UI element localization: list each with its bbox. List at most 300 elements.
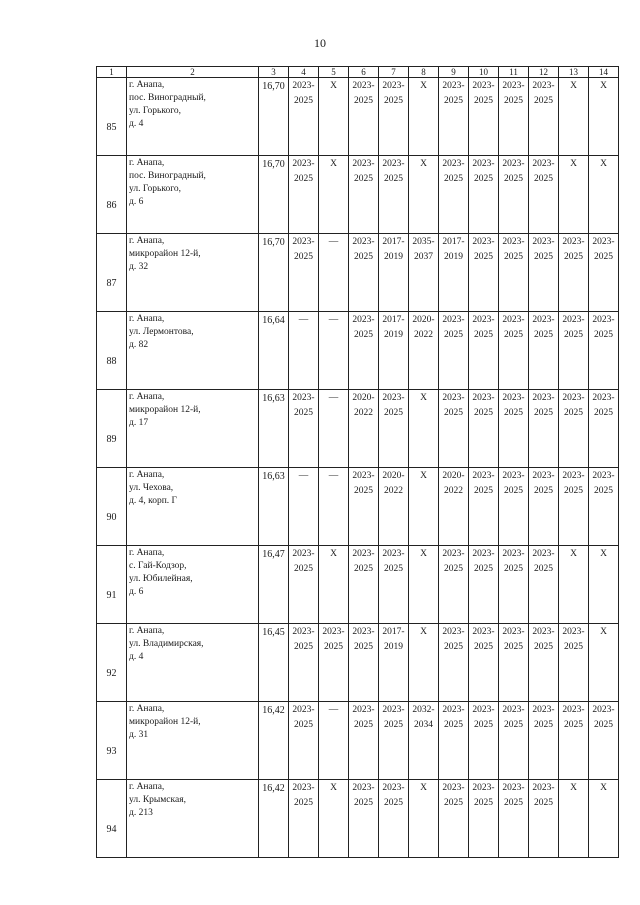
period-line: 2025 — [504, 642, 523, 652]
address-line: д. 4 — [129, 119, 144, 129]
period-line: 2025 — [504, 486, 523, 496]
table-row — [97, 312, 619, 390]
period-cell-col-6 — [349, 312, 379, 390]
period-cell-col-5 — [319, 390, 349, 468]
area-cell: 16,70 — [259, 234, 289, 312]
period-line: 2023- — [442, 81, 465, 91]
address-cell — [127, 312, 259, 390]
period-cell-col-12 — [529, 702, 559, 780]
period-line: 2025 — [384, 174, 403, 184]
period-line: 2023- — [472, 471, 495, 481]
period-cell-col-7 — [379, 312, 409, 390]
period-cell-col-14 — [589, 234, 619, 312]
period-cell-col-13 — [559, 702, 589, 780]
period-cell-col-12 — [529, 156, 559, 234]
period-line: 2025 — [474, 720, 493, 730]
period-line: 2023- — [562, 705, 585, 715]
period-cell-col-5 — [319, 156, 349, 234]
period-line: 2017- — [442, 237, 465, 247]
period-cell-col-8 — [409, 546, 439, 624]
period-cell-col-13 — [559, 468, 589, 546]
period-cell-col-13 — [559, 390, 589, 468]
period-cell-col-10 — [469, 156, 499, 234]
period-cell-col-14 — [589, 468, 619, 546]
address-line: микрорайон 12-й, — [129, 717, 201, 727]
area-cell: 16,42 — [259, 702, 289, 780]
register-table — [96, 66, 619, 858]
period-line: 2035- — [412, 237, 435, 247]
row-number — [97, 702, 127, 780]
period-line: 2025 — [564, 408, 583, 418]
period-line: 2025 — [354, 720, 373, 730]
period-cell-col-8 — [409, 234, 439, 312]
period-cell-col-14 — [589, 624, 619, 702]
period-line: 2025 — [294, 174, 313, 184]
period-cell-col-13 — [559, 78, 589, 156]
period-line: 2025 — [474, 96, 493, 106]
address-line: г. Анапа, — [129, 626, 165, 636]
period-line: 2023- — [532, 783, 555, 793]
row-number — [97, 468, 127, 546]
period-line: 2023- — [442, 315, 465, 325]
period-line: 2023- — [502, 237, 525, 247]
period-cell-col-7 — [379, 78, 409, 156]
period-line: 2023- — [292, 159, 315, 169]
period-cell-col-12 — [529, 312, 559, 390]
period-line: 2025 — [294, 798, 313, 808]
period-line: 2022 — [444, 486, 463, 496]
period-line: 2025 — [564, 330, 583, 340]
address-cell — [127, 234, 259, 312]
address-line: пос. Виноградный, — [129, 93, 206, 103]
period-line: 2025 — [354, 252, 373, 262]
period-cell-col-9 — [439, 156, 469, 234]
address-line: с. Гай-Кодзор, — [129, 561, 187, 571]
period-line: 2023- — [442, 393, 465, 403]
period-cell-col-13 — [559, 624, 589, 702]
period-cell-col-7 — [379, 390, 409, 468]
address-line: г. Анапа, — [129, 392, 165, 402]
period-cell-col-7 — [379, 702, 409, 780]
period-line: 2023- — [592, 237, 615, 247]
period-line: 2025 — [444, 330, 463, 340]
address-line: ул. Чехова, — [129, 483, 174, 493]
address-line: микрорайон 12-й, — [129, 249, 201, 259]
period-line: 2025 — [564, 486, 583, 496]
period-line: 2023- — [472, 549, 495, 559]
period-cell-col-10 — [469, 390, 499, 468]
column-header-1: 1 — [97, 67, 127, 78]
period-line: Х — [420, 159, 427, 169]
period-line: 2025 — [474, 798, 493, 808]
period-cell-col-8 — [409, 390, 439, 468]
period-line: Х — [420, 471, 427, 481]
period-cell-col-6 — [349, 546, 379, 624]
period-line: 2025 — [474, 330, 493, 340]
period-cell-col-5 — [319, 468, 349, 546]
period-line: 2023- — [352, 237, 375, 247]
column-header-8: 8 — [409, 67, 439, 78]
period-line: 2025 — [354, 564, 373, 574]
period-line: 2023- — [502, 705, 525, 715]
period-cell-col-13 — [559, 234, 589, 312]
period-cell-col-13 — [559, 546, 589, 624]
period-line: 2025 — [354, 642, 373, 652]
table-row — [97, 702, 619, 780]
period-line: 2023- — [502, 81, 525, 91]
period-line: 2023- — [532, 627, 555, 637]
period-line: 2023- — [382, 549, 405, 559]
address-line: г. Анапа, — [129, 548, 165, 558]
period-cell-col-9 — [439, 234, 469, 312]
address-cell — [127, 156, 259, 234]
period-line: 2025 — [534, 330, 553, 340]
period-line: 2023- — [472, 237, 495, 247]
period-cell-col-6 — [349, 702, 379, 780]
period-cell-col-6 — [349, 78, 379, 156]
period-cell-col-10 — [469, 702, 499, 780]
period-cell-col-14 — [589, 780, 619, 858]
period-cell-col-12 — [529, 546, 559, 624]
period-line: 2023- — [442, 627, 465, 637]
period-cell-col-7 — [379, 546, 409, 624]
period-line: 2025 — [444, 642, 463, 652]
period-line: 2025 — [354, 174, 373, 184]
period-cell-col-10 — [469, 624, 499, 702]
period-line: 2025 — [504, 798, 523, 808]
period-line: 2025 — [504, 252, 523, 262]
period-cell-col-7 — [379, 468, 409, 546]
address-line: г. Анапа, — [129, 704, 165, 714]
area-cell: 16,42 — [259, 780, 289, 858]
period-cell-col-4 — [289, 312, 319, 390]
address-line: пос. Виноградный, — [129, 171, 206, 181]
area-cell: 16,47 — [259, 546, 289, 624]
period-line: 2023- — [292, 705, 315, 715]
period-cell-col-9 — [439, 468, 469, 546]
period-line: 2037 — [414, 252, 433, 262]
period-cell-col-11 — [499, 468, 529, 546]
period-cell-col-8 — [409, 312, 439, 390]
address-line: г. Анапа, — [129, 80, 165, 90]
period-line: 2020- — [352, 393, 375, 403]
period-line: 2023- — [442, 705, 465, 715]
period-line: 2025 — [354, 486, 373, 496]
address-line: д. 6 — [129, 587, 144, 597]
period-line: 2025 — [444, 96, 463, 106]
period-cell-col-12 — [529, 390, 559, 468]
period-line: 2023- — [502, 393, 525, 403]
period-cell-col-11 — [499, 780, 529, 858]
period-line: 2025 — [354, 330, 373, 340]
period-cell-col-7 — [379, 624, 409, 702]
period-line: 2023- — [562, 471, 585, 481]
period-line: 2023- — [592, 315, 615, 325]
period-cell-col-11 — [499, 390, 529, 468]
period-cell-col-8 — [409, 780, 439, 858]
period-cell-col-10 — [469, 234, 499, 312]
period-line: 2017- — [382, 315, 405, 325]
address-cell — [127, 780, 259, 858]
area-cell: 16,70 — [259, 156, 289, 234]
page-number: 10 — [314, 36, 326, 50]
column-header-6: 6 — [349, 67, 379, 78]
period-line: 2020- — [412, 315, 435, 325]
period-cell-col-8 — [409, 702, 439, 780]
period-line: 2025 — [504, 174, 523, 184]
period-cell-col-7 — [379, 156, 409, 234]
row-number-text: 85 — [106, 122, 117, 133]
period-line: 2025 — [534, 798, 553, 808]
period-line: 2019 — [444, 252, 463, 262]
period-line: 2023- — [352, 315, 375, 325]
column-header-10: 10 — [469, 67, 499, 78]
period-line: 2023- — [502, 627, 525, 637]
address-line: д. 4 — [129, 652, 144, 662]
period-line: 2025 — [294, 96, 313, 106]
table-row — [97, 234, 619, 312]
period-line: 2023- — [502, 315, 525, 325]
period-line: 2023- — [292, 393, 315, 403]
period-cell-col-7 — [379, 780, 409, 858]
period-line: 2034 — [414, 720, 433, 730]
address-line: г. Анапа, — [129, 158, 165, 168]
row-number — [97, 546, 127, 624]
period-cell-col-12 — [529, 780, 559, 858]
period-cell-col-6 — [349, 468, 379, 546]
period-cell-col-4 — [289, 156, 319, 234]
period-cell-col-4 — [289, 390, 319, 468]
period-cell-col-6 — [349, 780, 379, 858]
row-number — [97, 390, 127, 468]
period-line: 2025 — [444, 798, 463, 808]
period-cell-col-11 — [499, 624, 529, 702]
period-line: 2023- — [382, 705, 405, 715]
period-line: 2023- — [352, 159, 375, 169]
period-line: Х — [570, 549, 577, 559]
period-line: 2023- — [352, 81, 375, 91]
period-cell-col-9 — [439, 312, 469, 390]
column-header-4: 4 — [289, 67, 319, 78]
row-number-text: 91 — [106, 590, 117, 601]
period-line: 2023- — [592, 471, 615, 481]
row-number-text: 87 — [106, 278, 117, 289]
period-cell-col-14 — [589, 546, 619, 624]
period-line: 2025 — [384, 798, 403, 808]
table-row — [97, 78, 619, 156]
period-line: 2025 — [504, 96, 523, 106]
period-cell-col-11 — [499, 546, 529, 624]
period-line: 2025 — [504, 720, 523, 730]
row-number-text: 88 — [106, 356, 117, 367]
period-line: 2023- — [322, 627, 345, 637]
area-cell: 16,70 — [259, 78, 289, 156]
period-cell-col-11 — [499, 78, 529, 156]
period-line: 2019 — [384, 642, 403, 652]
period-line: 2023- — [562, 393, 585, 403]
period-cell-col-4 — [289, 234, 319, 312]
address-line: ул. Юбилейная, — [129, 574, 193, 584]
period-line: Х — [600, 783, 607, 793]
period-line: 2023- — [562, 315, 585, 325]
period-line: 2025 — [564, 720, 583, 730]
address-line: д. 31 — [129, 730, 149, 740]
period-cell-col-4 — [289, 624, 319, 702]
period-cell-col-11 — [499, 234, 529, 312]
address-line: ул. Владимирская, — [129, 639, 204, 649]
period-cell-col-13 — [559, 780, 589, 858]
period-cell-col-12 — [529, 624, 559, 702]
row-number — [97, 624, 127, 702]
address-line: г. Анапа, — [129, 470, 165, 480]
row-number — [97, 156, 127, 234]
period-cell-col-9 — [439, 702, 469, 780]
period-line: 2025 — [354, 96, 373, 106]
period-line: 2023- — [352, 627, 375, 637]
period-cell-col-4 — [289, 780, 319, 858]
row-number-text: 94 — [106, 824, 117, 835]
period-line: 2023- — [472, 393, 495, 403]
header-row — [97, 67, 619, 78]
period-line: 2023- — [352, 471, 375, 481]
address-line: ул. Горького, — [129, 106, 181, 116]
period-line: 2032- — [412, 705, 435, 715]
period-line: 2025 — [444, 720, 463, 730]
period-cell-col-5 — [319, 624, 349, 702]
period-line: 2025 — [594, 252, 613, 262]
period-cell-col-5 — [319, 78, 349, 156]
period-line: Х — [570, 81, 577, 91]
period-line: 2023- — [592, 393, 615, 403]
period-line: Х — [600, 549, 607, 559]
row-number-text: 86 — [106, 200, 117, 211]
period-line: 2025 — [294, 564, 313, 574]
period-line: 2025 — [564, 252, 583, 262]
period-cell-col-10 — [469, 78, 499, 156]
period-line: 2023- — [352, 783, 375, 793]
period-line: — — [298, 315, 309, 325]
period-line: Х — [330, 81, 337, 91]
address-cell — [127, 390, 259, 468]
period-cell-col-8 — [409, 78, 439, 156]
period-line: 2025 — [474, 486, 493, 496]
period-line: 2023- — [502, 783, 525, 793]
row-number — [97, 312, 127, 390]
period-cell-col-4 — [289, 702, 319, 780]
period-line: 2023- — [292, 627, 315, 637]
table-body — [97, 67, 619, 858]
period-line: Х — [420, 783, 427, 793]
period-line: 2023- — [382, 393, 405, 403]
period-cell-col-6 — [349, 624, 379, 702]
period-line: 2023- — [382, 159, 405, 169]
row-number — [97, 234, 127, 312]
period-line: 2022 — [354, 408, 373, 418]
period-line: 2025 — [594, 408, 613, 418]
period-cell-col-5 — [319, 234, 349, 312]
address-line: г. Анапа, — [129, 782, 165, 792]
period-cell-col-14 — [589, 78, 619, 156]
period-cell-col-6 — [349, 390, 379, 468]
period-line: 2019 — [384, 252, 403, 262]
period-line: 2023- — [472, 783, 495, 793]
period-cell-col-11 — [499, 702, 529, 780]
period-line: 2025 — [384, 564, 403, 574]
period-line: 2025 — [474, 174, 493, 184]
address-line: д. 32 — [129, 262, 149, 272]
row-number — [97, 78, 127, 156]
row-number-text: 90 — [106, 512, 117, 523]
period-cell-col-4 — [289, 468, 319, 546]
period-line: 2023- — [292, 783, 315, 793]
column-header-12: 12 — [529, 67, 559, 78]
period-line: 2023- — [352, 705, 375, 715]
period-cell-col-4 — [289, 78, 319, 156]
period-line: Х — [420, 81, 427, 91]
period-line: 2023- — [532, 81, 555, 91]
address-line: ул. Горького, — [129, 184, 181, 194]
period-line: Х — [330, 783, 337, 793]
period-line: 2017- — [382, 237, 405, 247]
period-line: 2025 — [444, 174, 463, 184]
period-line: 2025 — [294, 252, 313, 262]
period-cell-col-5 — [319, 312, 349, 390]
period-line: 2025 — [384, 720, 403, 730]
period-line: 2025 — [474, 252, 493, 262]
period-line: 2025 — [594, 330, 613, 340]
table-row — [97, 156, 619, 234]
period-line: — — [298, 471, 309, 481]
area-cell: 16,63 — [259, 390, 289, 468]
period-line: Х — [330, 159, 337, 169]
period-line: 2023- — [532, 393, 555, 403]
period-line: 2023- — [592, 705, 615, 715]
period-line: Х — [420, 549, 427, 559]
address-line: д. 213 — [129, 808, 153, 818]
period-line: 2023- — [472, 627, 495, 637]
column-header-5: 5 — [319, 67, 349, 78]
period-line: 2025 — [474, 564, 493, 574]
period-cell-col-14 — [589, 156, 619, 234]
period-cell-col-10 — [469, 312, 499, 390]
table-row — [97, 390, 619, 468]
period-line: 2025 — [534, 174, 553, 184]
period-line: 2025 — [534, 252, 553, 262]
period-line: 2025 — [534, 408, 553, 418]
period-cell-col-11 — [499, 156, 529, 234]
address-cell — [127, 78, 259, 156]
period-line: 2025 — [504, 408, 523, 418]
period-cell-col-4 — [289, 546, 319, 624]
period-cell-col-7 — [379, 234, 409, 312]
period-cell-col-6 — [349, 156, 379, 234]
column-header-9: 9 — [439, 67, 469, 78]
period-line: 2023- — [472, 159, 495, 169]
period-line: 2023- — [502, 549, 525, 559]
period-line: 2025 — [534, 564, 553, 574]
address-cell — [127, 468, 259, 546]
period-line: 2025 — [534, 96, 553, 106]
period-cell-col-8 — [409, 624, 439, 702]
period-line: 2025 — [534, 642, 553, 652]
period-cell-col-12 — [529, 234, 559, 312]
period-line: 2023- — [442, 549, 465, 559]
period-cell-col-6 — [349, 234, 379, 312]
area-cell: 16,63 — [259, 468, 289, 546]
period-cell-col-10 — [469, 780, 499, 858]
period-line: 2025 — [354, 798, 373, 808]
address-line: ул. Лермонтова, — [129, 327, 194, 337]
